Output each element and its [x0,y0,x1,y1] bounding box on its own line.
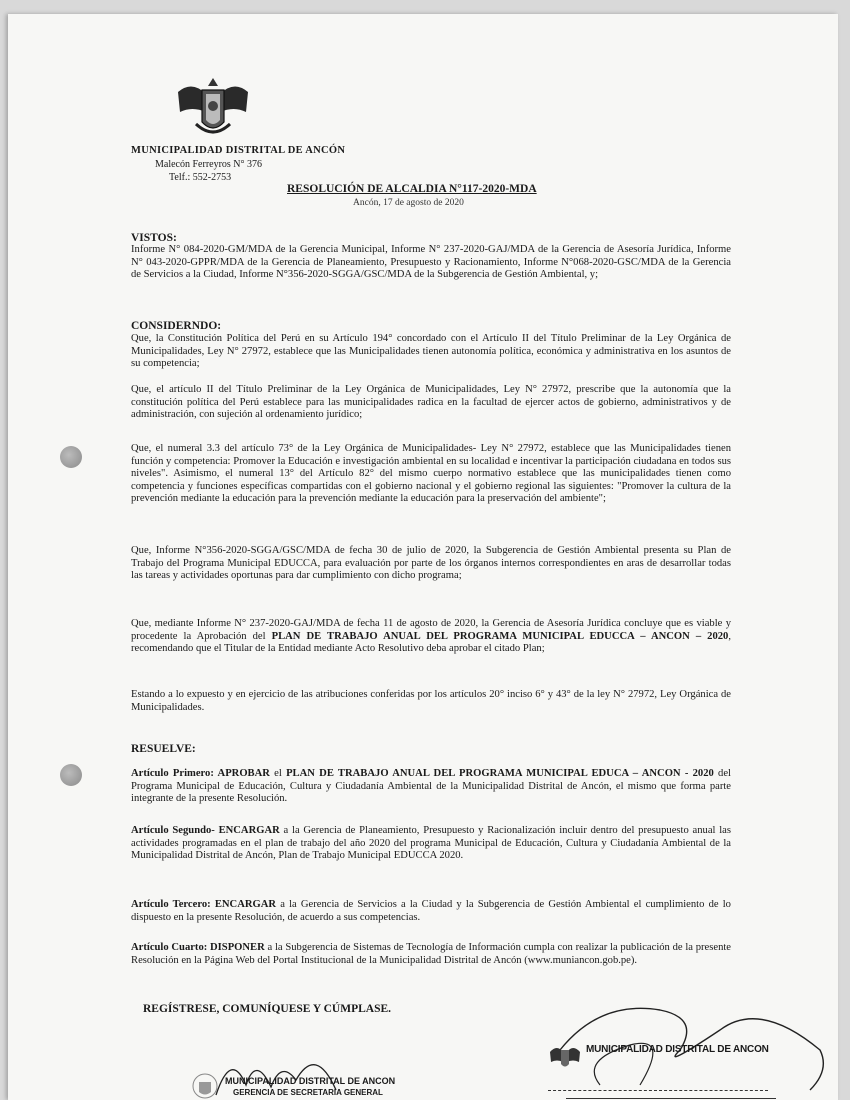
article-1-mid: el [269,768,287,779]
considerando-paragraph-2: Que, el artículo II del Título Preliminar de la Ley Orgánica de Municipalidades, Ley N° 27972, prescribe que la autonomía que la constitución política del Perú establece para las municipalidades radica en la facultad de ejercer actos de gobierno, administrativos y de administración, con sujeción al ordenamiento jurídico; [131,384,731,421]
municipality-address [155,158,262,184]
article-3-label: Artículo Tercero: ENCARGAR [131,899,277,910]
document-date: Ancón, 17 de agosto de 2020 [353,198,464,208]
resuelve-heading: RESUELVE: [131,743,196,755]
address-line-1: Malecón Ferreyros N° 376 [155,159,263,170]
municipality-name: MUNICIPALIDAD DISTRITAL DE ANCÓN [131,145,346,156]
considerando-paragraph-6: Estando a lo expuesto y en ejercicio de las atribuciones conferidas por los artículos 20° inciso 6° y 43° de la ley N° 27972, Ley Orgánica de Municipalidades. [131,689,731,713]
article-1-label: Artículo Primero: APROBAR [131,768,270,779]
closing-formula: REGÍSTRESE, COMUNÍQUESE Y CÚMPLASE. [143,1003,392,1015]
punch-hole-bottom [60,764,82,786]
stamp-left-municipality: MUNICIPALIDAD DISTRITAL DE ANCON [225,1076,396,1086]
p5-plan-name: PLAN DE TRABAJO ANUAL DEL PROGRAMA MUNICIPAL EDUCCA – ANCON – 2020 [271,630,729,642]
considerando-paragraph-1: Que, la Constitución Política del Perú en su Artículo 194° concordado con el Artículo II del Título Preliminar de la Ley Orgánica de Municipalidades, Ley N° 27972, establece que las Municipalidades tienen autonomía política, económica y administrativa en los asuntos de su competencia; [131,333,731,370]
crest-small-left-icon [190,1072,220,1100]
article-2-text: a la Gerencia de Planeamiento, Presupuesto y Racionalización incluir dentro del presupuesto anual las actividades programadas en el plan de trabajo del año 2020 del programa Municipal de Educación, Cultura y Ciudadanía Ambiental de la Municipalidad Distrital de Ancón, Plan de Trabajo Municipal EDUCCA 2020. [131,825,731,862]
article-3-text: a la Gerencia de Servicios a la Ciudad y la Subgerencia de Gestión Ambiental el cumplimiento de lo dispuesto en la presente Resolución, de acuerdo a sus competencias. [131,899,731,923]
article-3 [131,899,731,924]
signature-dash-line [548,1090,768,1091]
stamp-left-office: GERENCIA DE SECRETARIA GENERAL [233,1088,383,1097]
considerando-paragraph-4: Que, Informe N°356-2020-SGGA/GSC/MDA de fecha 30 de julio de 2020, la Subgerencia de Gestión Ambiental presenta su Plan de Trabajo del Programa Municipal EDUCCA, para evaluación por parte de los órganos internos correspondientes en aras de desarrollar todas las tareas y actividades oportunas para dar cumplimiento con dicho programa; [131,545,731,582]
article-2-label: Artículo Segundo- ENCARGAR [131,825,280,836]
article-2 [131,825,731,863]
punch-hole-top [60,446,82,468]
signature-underline [566,1098,776,1099]
considerando-paragraph-3: Que, el numeral 3.3 del artículo 73° de la Ley Orgánica de Municipalidades- Ley N° 27972, establece que las Municipalidades tienen función y competencia: Promover la Educación e investigación ambiental en su localidad e incentivar la participación ciudadana en todos sus niveles". Asimismo, el numeral 13° del Artículo 82° del mismo cuerpo normativo establece que las municipalidades tienen como competencia y funciones específicas compartidas con el gobierno nacional y el gobierno regional las siguientes: "Promover la cultura de la prevención mediante la educación para la prevención mediante la educación para la preservación del ambiente"; [131,443,731,505]
address-line-2: Telf.: 552-2753 [169,172,232,183]
article-1 [131,768,731,806]
crest-small-right-icon [548,1042,582,1072]
document-title: RESOLUCIÓN DE ALCALDIA N°117-2020-MDA [287,183,537,195]
considerando-paragraph-5 [131,618,731,656]
considerando-heading: CONSIDERNDO: [131,320,222,332]
article-4-text: a la Subgerencia de Sistemas de Tecnología de Información cumpla con realizar la publicación de la presente Resolución en la Página Web del Portal Institucional de la Municipalidad Distrital de Ancón (www.muniancon.gob.pe). [131,942,732,966]
p5-text-a: Que, mediante Informe N° 237-2020-GAJ/MDA de fecha 11 de agosto de 2020, la Gerencia de Asesoría Jurídica concluye que es viable y procedente la Aprobación del [131,618,731,642]
article-1-text: del Programa Municipal de Educación, Cultura y Ciudadanía Ambiental de la Municipalidad Distrital de Ancón, el mismo que forma parte integrante de la presente Resolución. [131,768,731,805]
p5-text-c: , recomendando que el Titular de la Entidad mediante Acto Resolutivo deba aprobar el citado Plan; [131,630,731,655]
article-1-plan: PLAN DE TRABAJO ANUAL DEL PROGRAMA MUNICIPAL EDUCA – ANCON - 2020 [286,768,714,779]
vistos-heading: VISTOS: [131,232,177,244]
coat-of-arms-icon [172,72,254,142]
article-4-label: Artículo Cuarto: DISPONER [131,942,265,953]
stamp-right: MUNICIPALIDAD DISTRITAL DE ANCON [586,1044,769,1055]
article-4 [131,942,731,967]
vistos-text: Informe N° 084-2020-GM/MDA de la Gerencia Municipal, Informe N° 237-2020-GAJ/MDA de la Gerencia de Asesoría Jurídica, Informe N° 043-2020-GPPR/MDA de la Gerencia de Planeamiento, Presupuesto y Racionamiento, Informe N°068-2020-GSC/MDA de la Gerencia de Servicios a la Ciudad, Informe N°356-2020-SGGA/GSC/MDA de la Subgerencia de Gestión Ambiental, y; [131,244,731,281]
